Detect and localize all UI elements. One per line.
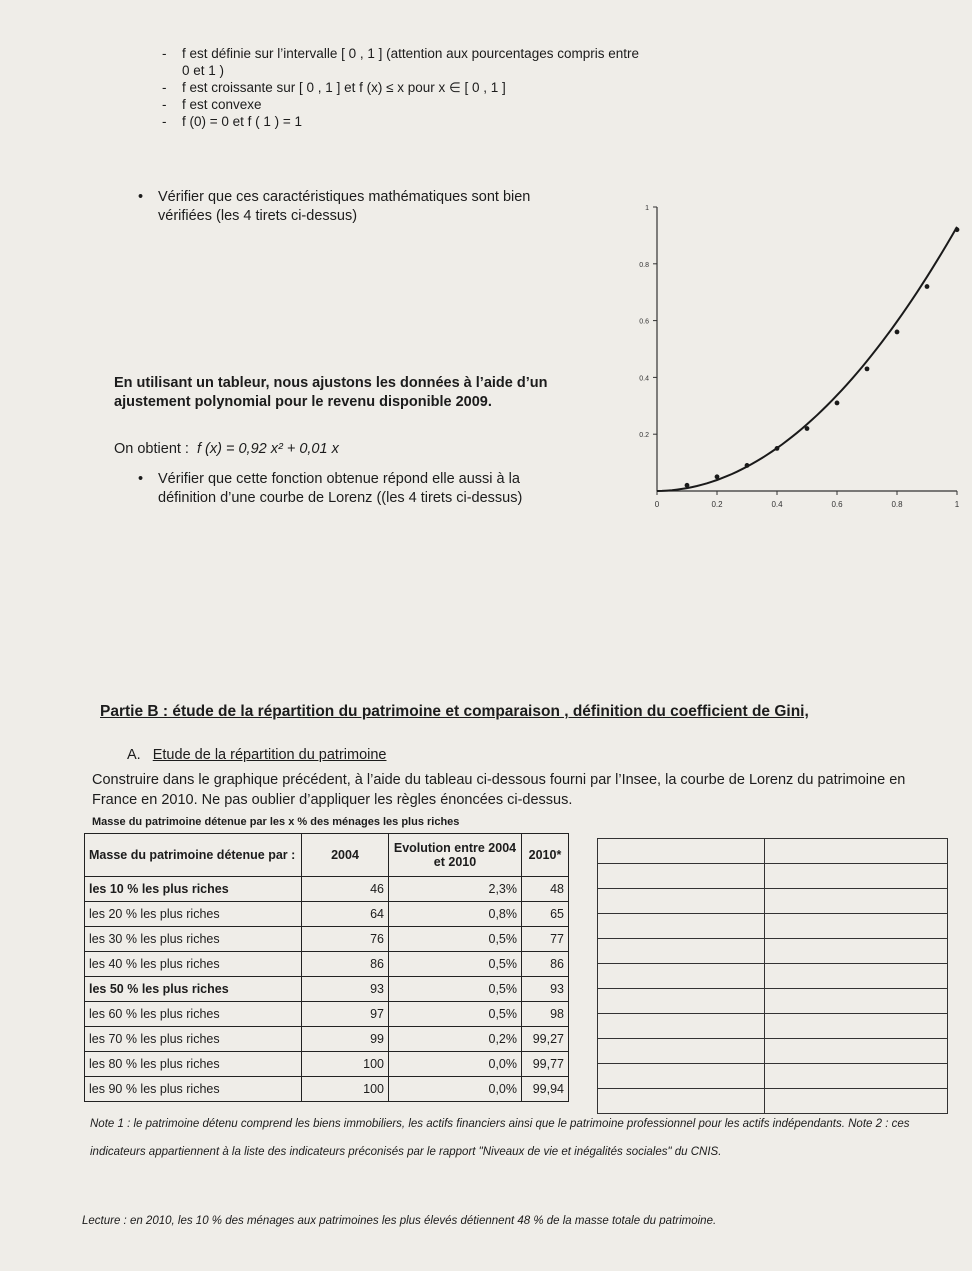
obtain-line bbox=[114, 440, 339, 459]
data-point bbox=[925, 284, 930, 289]
blank-cell bbox=[765, 864, 948, 889]
blank-cell bbox=[598, 864, 765, 889]
y-tick-label: 1 bbox=[645, 205, 649, 212]
criteria-item: - f est définie sur l’intervalle [ 0 , 1 ] (attention aux pourcentages compris entre 0 et 1 ) bbox=[162, 46, 639, 78]
verify-criteria-text: Vérifier que ces caractéristiques mathématiques sont bien vérifiées (les 4 tirets ci-dessus) bbox=[158, 189, 531, 224]
row-label-cell: les 40 % les plus riches bbox=[85, 952, 302, 977]
part-a-title: Etude de la répartition du patrimoine bbox=[152, 747, 387, 763]
value-cell: 46 bbox=[302, 877, 389, 902]
value-cell: 0,5% bbox=[389, 927, 522, 952]
blank-row bbox=[598, 864, 948, 889]
instruction-text: Construire dans le graphique précédent, à l’aide du tableau ci-dessous fourni par l’Insee, la courbe de Lorenz du patrimoine en France en 2010. Ne pas oublier d’appliquer les règles énoncées ci-dessus. bbox=[92, 772, 906, 808]
blank-row bbox=[598, 964, 948, 989]
table-row bbox=[85, 1027, 569, 1052]
table-caption: Masse du patrimoine détenue par les x % des ménages les plus riches bbox=[92, 816, 460, 828]
obtain-label: On obtient : bbox=[114, 441, 189, 457]
header-cell: Masse du patrimoine détenue par : bbox=[85, 834, 302, 877]
criteria-list bbox=[150, 45, 650, 130]
lecture-text: Lecture : en 2010, les 10 % des ménages aux patrimoines les plus élevés détiennent 48 % de la masse totale du patrimoine. bbox=[82, 1215, 717, 1227]
value-cell: 100 bbox=[302, 1052, 389, 1077]
blank-cell bbox=[765, 889, 948, 914]
row-label-cell: les 90 % les plus riches bbox=[85, 1077, 302, 1102]
part-a-heading bbox=[127, 747, 387, 763]
blank-row bbox=[598, 839, 948, 864]
verify-function-text: Vérifier que cette fonction obtenue répond elle aussi à la définition d’une courbe de Lorenz ((les 4 tirets ci-dessus) bbox=[158, 471, 523, 506]
value-cell: 99,77 bbox=[522, 1052, 569, 1077]
blank-cell bbox=[598, 1064, 765, 1089]
value-cell: 93 bbox=[522, 977, 569, 1002]
table-row bbox=[85, 902, 569, 927]
blank-cell bbox=[598, 1014, 765, 1039]
data-point bbox=[745, 463, 750, 468]
row-label-cell: les 30 % les plus riches bbox=[85, 927, 302, 952]
table-row bbox=[85, 1077, 569, 1102]
blank-row bbox=[598, 1064, 948, 1089]
y-tick-label: 0.6 bbox=[639, 318, 649, 326]
value-cell: 86 bbox=[522, 952, 569, 977]
table-row bbox=[85, 952, 569, 977]
row-label-cell: les 50 % les plus riches bbox=[85, 977, 302, 1002]
data-point bbox=[835, 401, 840, 406]
table-row bbox=[85, 1002, 569, 1027]
blank-row bbox=[598, 889, 948, 914]
value-cell: 0,0% bbox=[389, 1052, 522, 1077]
blank-row bbox=[598, 939, 948, 964]
value-cell: 0,5% bbox=[389, 1002, 522, 1027]
blank-row bbox=[598, 989, 948, 1014]
data-point bbox=[805, 426, 810, 431]
blank-cell bbox=[598, 1039, 765, 1064]
criteria-text: f est convexe bbox=[182, 97, 262, 112]
data-point bbox=[775, 446, 780, 451]
blank-cell bbox=[765, 1014, 948, 1039]
criteria-text: f (0) = 0 et f ( 1 ) = 1 bbox=[182, 114, 303, 129]
blank-cell bbox=[765, 1064, 948, 1089]
blank-cell bbox=[765, 839, 948, 864]
value-cell: 64 bbox=[302, 902, 389, 927]
x-tick-label: 0.6 bbox=[831, 500, 843, 509]
bullet-dot: • bbox=[138, 471, 144, 487]
blank-cell bbox=[598, 939, 765, 964]
row-label-cell: les 20 % les plus riches bbox=[85, 902, 302, 927]
x-tick-label: 0.4 bbox=[771, 500, 783, 509]
table-row bbox=[85, 977, 569, 1002]
value-cell: 86 bbox=[302, 952, 389, 977]
lorenz-chart bbox=[605, 195, 965, 530]
criteria-text: f est croissante sur [ 0 , 1 ] et f (x) ≤ x pour x ∈ [ 0 , 1 ] bbox=[182, 80, 506, 95]
criteria-item: - f est convexe bbox=[162, 97, 262, 112]
value-cell: 77 bbox=[522, 927, 569, 952]
value-cell: 0,2% bbox=[389, 1027, 522, 1052]
verify-criteria-block bbox=[138, 188, 563, 226]
patrimoine-table bbox=[84, 833, 569, 1102]
blank-cell bbox=[765, 989, 948, 1014]
blank-cell bbox=[598, 964, 765, 989]
data-point bbox=[895, 330, 900, 335]
value-cell: 48 bbox=[522, 877, 569, 902]
y-tick-label: 0.2 bbox=[639, 432, 649, 440]
blank-cell bbox=[598, 889, 765, 914]
table-header-row bbox=[85, 834, 569, 877]
table-note: Note 1 : le patrimoine détenu comprend les biens immobiliers, les actifs financiers ainsi que le patrimoine professionnel pour les actifs indépendants. Note 2 : ces indicateurs appartiennent à la liste des indicateurs préconisés par le rapport "Niveaux de vie et inégalités sociales" du CNIS. bbox=[90, 1118, 910, 1158]
value-cell: 76 bbox=[302, 927, 389, 952]
value-cell: 99 bbox=[302, 1027, 389, 1052]
blank-grid bbox=[597, 838, 948, 1114]
value-cell: 0,5% bbox=[389, 952, 522, 977]
criteria-item: - f (0) = 0 et f ( 1 ) = 1 bbox=[162, 114, 303, 129]
value-cell: 99,27 bbox=[522, 1027, 569, 1052]
bullet-dot: • bbox=[138, 189, 144, 205]
blank-cell bbox=[765, 964, 948, 989]
y-tick-label: 0.4 bbox=[639, 375, 649, 383]
blank-cell bbox=[765, 1039, 948, 1064]
data-point bbox=[865, 366, 870, 371]
formula: f (x) = 0,92 x² + 0,01 x bbox=[197, 441, 339, 457]
criteria-text: f est définie sur l’intervalle [ 0 , 1 ] (attention aux pourcentages compris entre 0 et 1 ) bbox=[182, 46, 639, 78]
x-tick-label: 0.8 bbox=[891, 500, 903, 509]
header-cell: 2004 bbox=[302, 834, 389, 877]
value-cell: 98 bbox=[522, 1002, 569, 1027]
value-cell: 99,94 bbox=[522, 1077, 569, 1102]
part-b-title: Partie B : étude de la répartition du patrimoine et comparaison , définition du coefficient de Gini, bbox=[100, 703, 809, 720]
adjustment-paragraph: En utilisant un tableur, nous ajustons les données à l’aide d’un ajustement polynomial pour le revenu disponible 2009. bbox=[114, 375, 548, 410]
value-cell: 0,0% bbox=[389, 1077, 522, 1102]
blank-row bbox=[598, 1014, 948, 1039]
row-label-cell: les 10 % les plus riches bbox=[85, 877, 302, 902]
part-a-letter: A. bbox=[127, 747, 141, 763]
verify-function-block bbox=[138, 470, 578, 508]
row-label-cell: les 60 % les plus riches bbox=[85, 1002, 302, 1027]
x-tick-label: 0.2 bbox=[711, 500, 723, 509]
value-cell: 97 bbox=[302, 1002, 389, 1027]
blank-cell bbox=[598, 914, 765, 939]
blank-cell bbox=[765, 914, 948, 939]
table-row bbox=[85, 1052, 569, 1077]
header-cell: Evolution entre 2004 et 2010 bbox=[389, 834, 522, 877]
value-cell: 0,8% bbox=[389, 902, 522, 927]
fitted-curve bbox=[657, 227, 957, 491]
blank-cell bbox=[598, 839, 765, 864]
y-tick-label: 0.8 bbox=[639, 261, 649, 269]
blank-row bbox=[598, 1039, 948, 1064]
header-cell: 2010* bbox=[522, 834, 569, 877]
x-tick-label: 0 bbox=[654, 500, 660, 509]
blank-cell bbox=[765, 939, 948, 964]
value-cell: 93 bbox=[302, 977, 389, 1002]
blank-row bbox=[598, 914, 948, 939]
value-cell: 0,5% bbox=[389, 977, 522, 1002]
table-row bbox=[85, 927, 569, 952]
row-label-cell: les 80 % les plus riches bbox=[85, 1052, 302, 1077]
value-cell: 100 bbox=[302, 1077, 389, 1102]
data-point bbox=[715, 474, 720, 479]
value-cell: 2,3% bbox=[389, 877, 522, 902]
value-cell: 65 bbox=[522, 902, 569, 927]
table-row bbox=[85, 877, 569, 902]
row-label-cell: les 70 % les plus riches bbox=[85, 1027, 302, 1052]
data-point bbox=[955, 227, 960, 232]
x-tick-label: 1 bbox=[954, 500, 960, 509]
criteria-item: - f est croissante sur [ 0 , 1 ] et f (x) ≤ x pour x ∈ [ 0 , 1 ] bbox=[162, 80, 506, 95]
data-point bbox=[685, 483, 690, 488]
blank-cell bbox=[598, 989, 765, 1014]
